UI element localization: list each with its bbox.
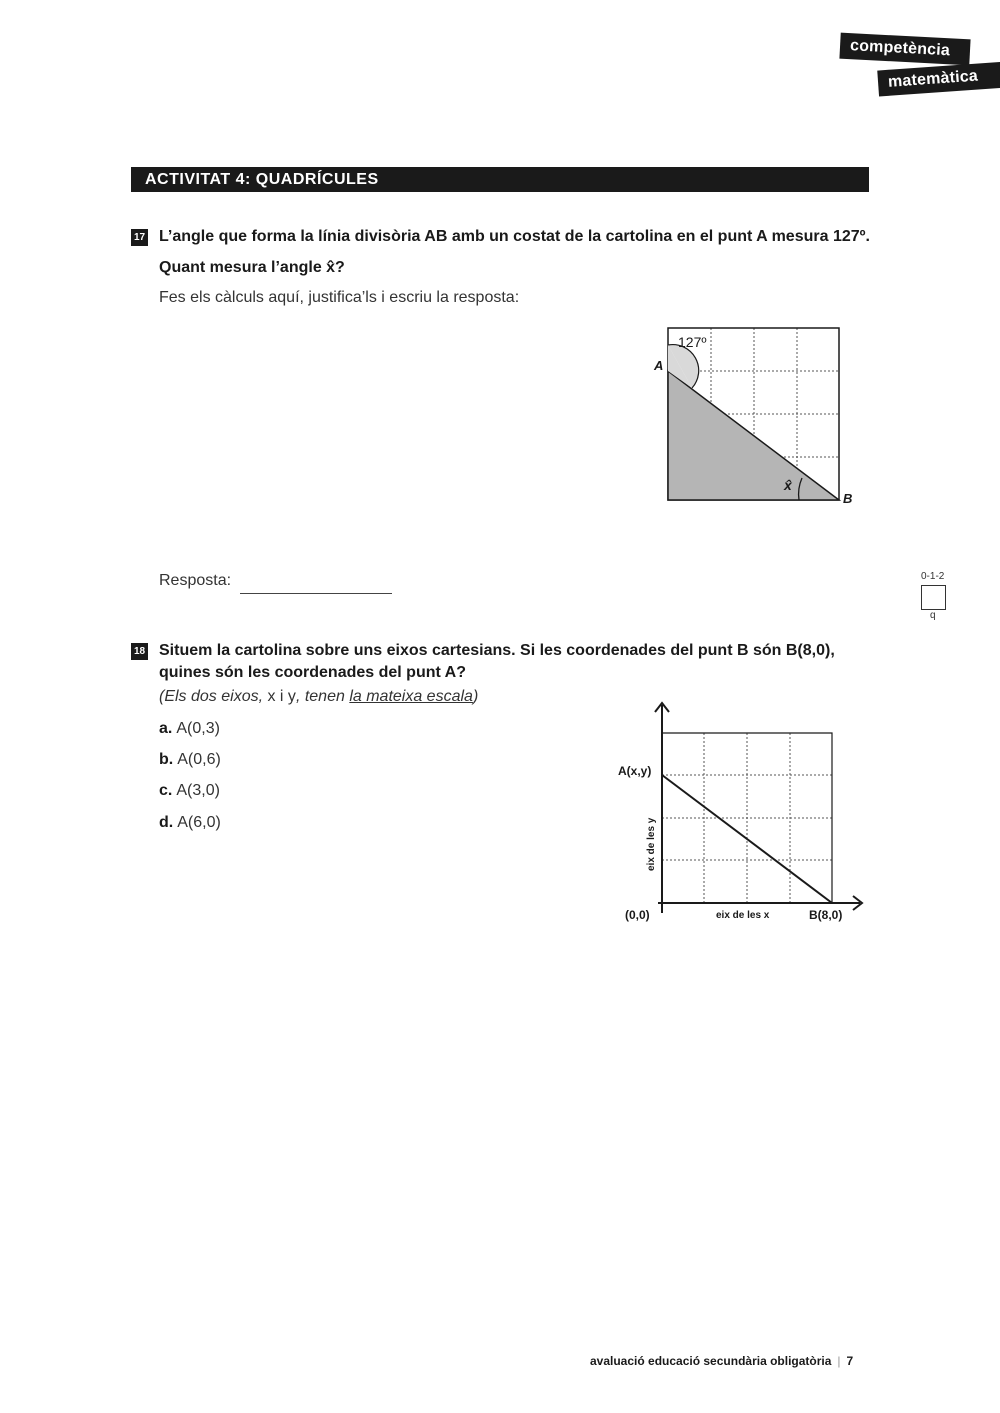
x-axis-label: eix de les x bbox=[716, 910, 770, 921]
section-title: ACTIVITAT 4: QUADRÍCULES bbox=[131, 167, 869, 192]
q18-statement: Situem la cartolina sobre uns eixos cartesians. Si les coordenades del punt B són B(8,0), bbox=[159, 642, 835, 659]
shaded-triangle bbox=[668, 371, 839, 500]
matematica-tag: matemàtica bbox=[877, 61, 1000, 96]
q17-figure bbox=[640, 320, 870, 520]
option-d[interactable]: d. A(6,0) bbox=[159, 814, 221, 831]
q17-question: Quant mesura l’angle x̂? bbox=[159, 259, 345, 276]
q17-instruction: Fes els càlculs aquí, justifica’ls i escriu la resposta: bbox=[159, 289, 520, 306]
score-code: q bbox=[930, 610, 936, 621]
page-number: 7 bbox=[846, 1354, 854, 1368]
option-c[interactable]: c. A(3,0) bbox=[159, 782, 220, 799]
option-a[interactable]: a. A(0,3) bbox=[159, 720, 220, 737]
q17-statement: L’angle que forma la línia divisòria AB amb un costat de la cartolina en el punt A mesura 127º. bbox=[159, 228, 870, 245]
q18-figure bbox=[610, 695, 870, 935]
competencia-tag: competència bbox=[839, 33, 970, 66]
point-b-label: B bbox=[843, 491, 853, 506]
angle-x-label: x̂ bbox=[784, 477, 792, 493]
point-b-coords: B(8,0) bbox=[809, 908, 843, 922]
option-b[interactable]: b. A(0,6) bbox=[159, 751, 221, 768]
q18-question: quines són les coordenades del punt A? bbox=[159, 664, 467, 681]
point-a-label: A bbox=[654, 358, 664, 373]
question-number-17: 17 bbox=[131, 229, 148, 246]
y-axis-label: eix de les y bbox=[646, 817, 657, 871]
page-footer: avaluació educació secundària obligatòria | 7 bbox=[590, 1354, 854, 1368]
q18-note: (Els dos eixos, x i y, tenen la mateixa escala) bbox=[159, 688, 479, 705]
score-scale: 0-1-2 bbox=[921, 571, 945, 582]
point-a-coords: A(x,y) bbox=[618, 764, 652, 778]
answer-input-line[interactable] bbox=[240, 593, 392, 594]
score-box[interactable] bbox=[921, 585, 946, 610]
origin-label: (0,0) bbox=[625, 908, 650, 922]
question-number-18: 18 bbox=[131, 643, 148, 660]
angle-127-label: 127º bbox=[678, 334, 707, 350]
answer-label: Resposta: bbox=[159, 572, 232, 589]
